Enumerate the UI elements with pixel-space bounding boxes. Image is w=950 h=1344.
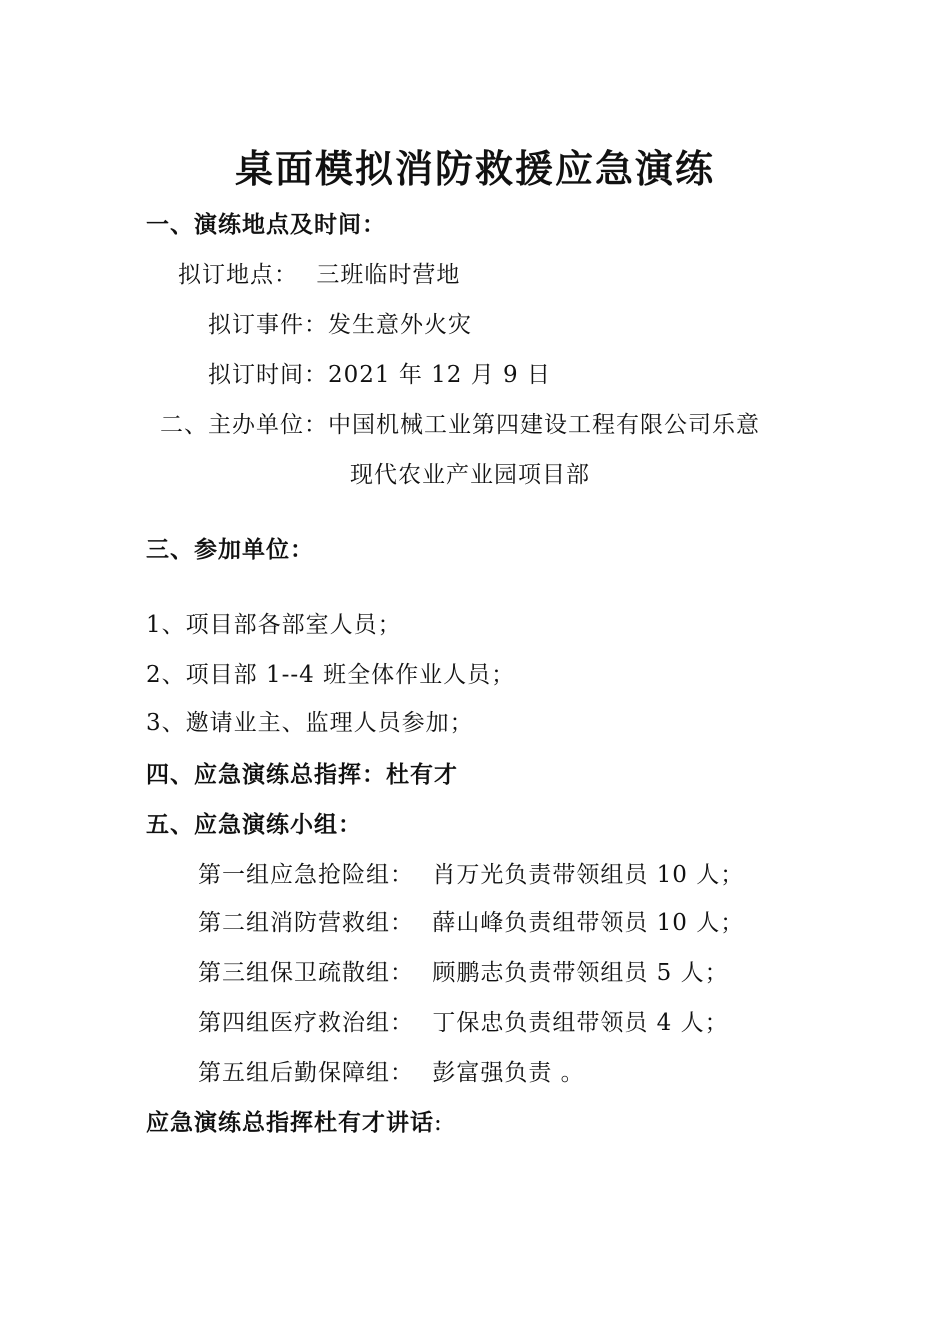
group-desc: 薛山峰负责组带领员 10 人； <box>432 910 745 936</box>
page-title: 桌面模拟消防救援应急演练 <box>234 146 715 191</box>
group-row <box>198 958 729 988</box>
organizer-line1: 中国机械工业第四建设工程有限公司乐意 <box>328 412 760 438</box>
event-label: 拟订事件： <box>208 312 328 338</box>
organizer-line2: 现代农业产业园项目部 <box>350 462 590 488</box>
group-desc: 肖万光负责带领组员 10 人； <box>432 862 745 888</box>
time-row <box>208 360 551 390</box>
section1-heading: 一、演练地点及时间： <box>146 211 386 238</box>
group-row <box>198 860 744 890</box>
place-label: 拟订地点： <box>178 262 298 288</box>
group-name: 第四组医疗救治组： <box>198 1010 414 1036</box>
group-name: 第二组消防营救组： <box>198 910 414 936</box>
section4-heading: 四、应急演练总指挥：杜有才 <box>146 761 458 788</box>
participant-item-1: 1、项目部各部室人员； <box>146 612 402 638</box>
group-desc: 彭富强负责 。 <box>432 1060 585 1086</box>
group-desc: 顾鹏志负责带领组员 5 人； <box>432 960 729 986</box>
group-row <box>198 1008 729 1038</box>
group-row <box>198 1058 585 1088</box>
speech-colon: : <box>434 1110 443 1136</box>
group-name: 第一组应急抢险组： <box>198 862 414 888</box>
section5-heading: 五、应急演练小组： <box>146 811 362 838</box>
event-row <box>208 310 472 340</box>
section2-heading: 二、主办单位： <box>160 412 328 438</box>
section3-heading: 三、参加单位： <box>146 536 314 563</box>
time-value: 2021 年 12 月 9 日 <box>328 362 551 388</box>
group-desc: 丁保忠负责组带领员 4 人； <box>432 1010 729 1036</box>
speech-heading: 应急演练总指挥杜有才讲话 <box>146 1109 434 1136</box>
group-name: 第五组后勤保障组： <box>198 1060 414 1086</box>
organizer-row <box>160 410 760 440</box>
participant-item-2: 2、项目部 1--4 班全体作业人员； <box>146 662 516 688</box>
time-label: 拟订时间： <box>208 362 328 388</box>
place-row <box>178 260 460 290</box>
place-value: 三班临时营地 <box>316 262 461 288</box>
event-value: 发生意外火灾 <box>328 312 472 338</box>
participant-item-3: 3、邀请业主、监理人员参加； <box>146 710 474 736</box>
group-name: 第三组保卫疏散组： <box>198 960 414 986</box>
group-row <box>198 908 744 938</box>
speech-row <box>146 1108 443 1138</box>
